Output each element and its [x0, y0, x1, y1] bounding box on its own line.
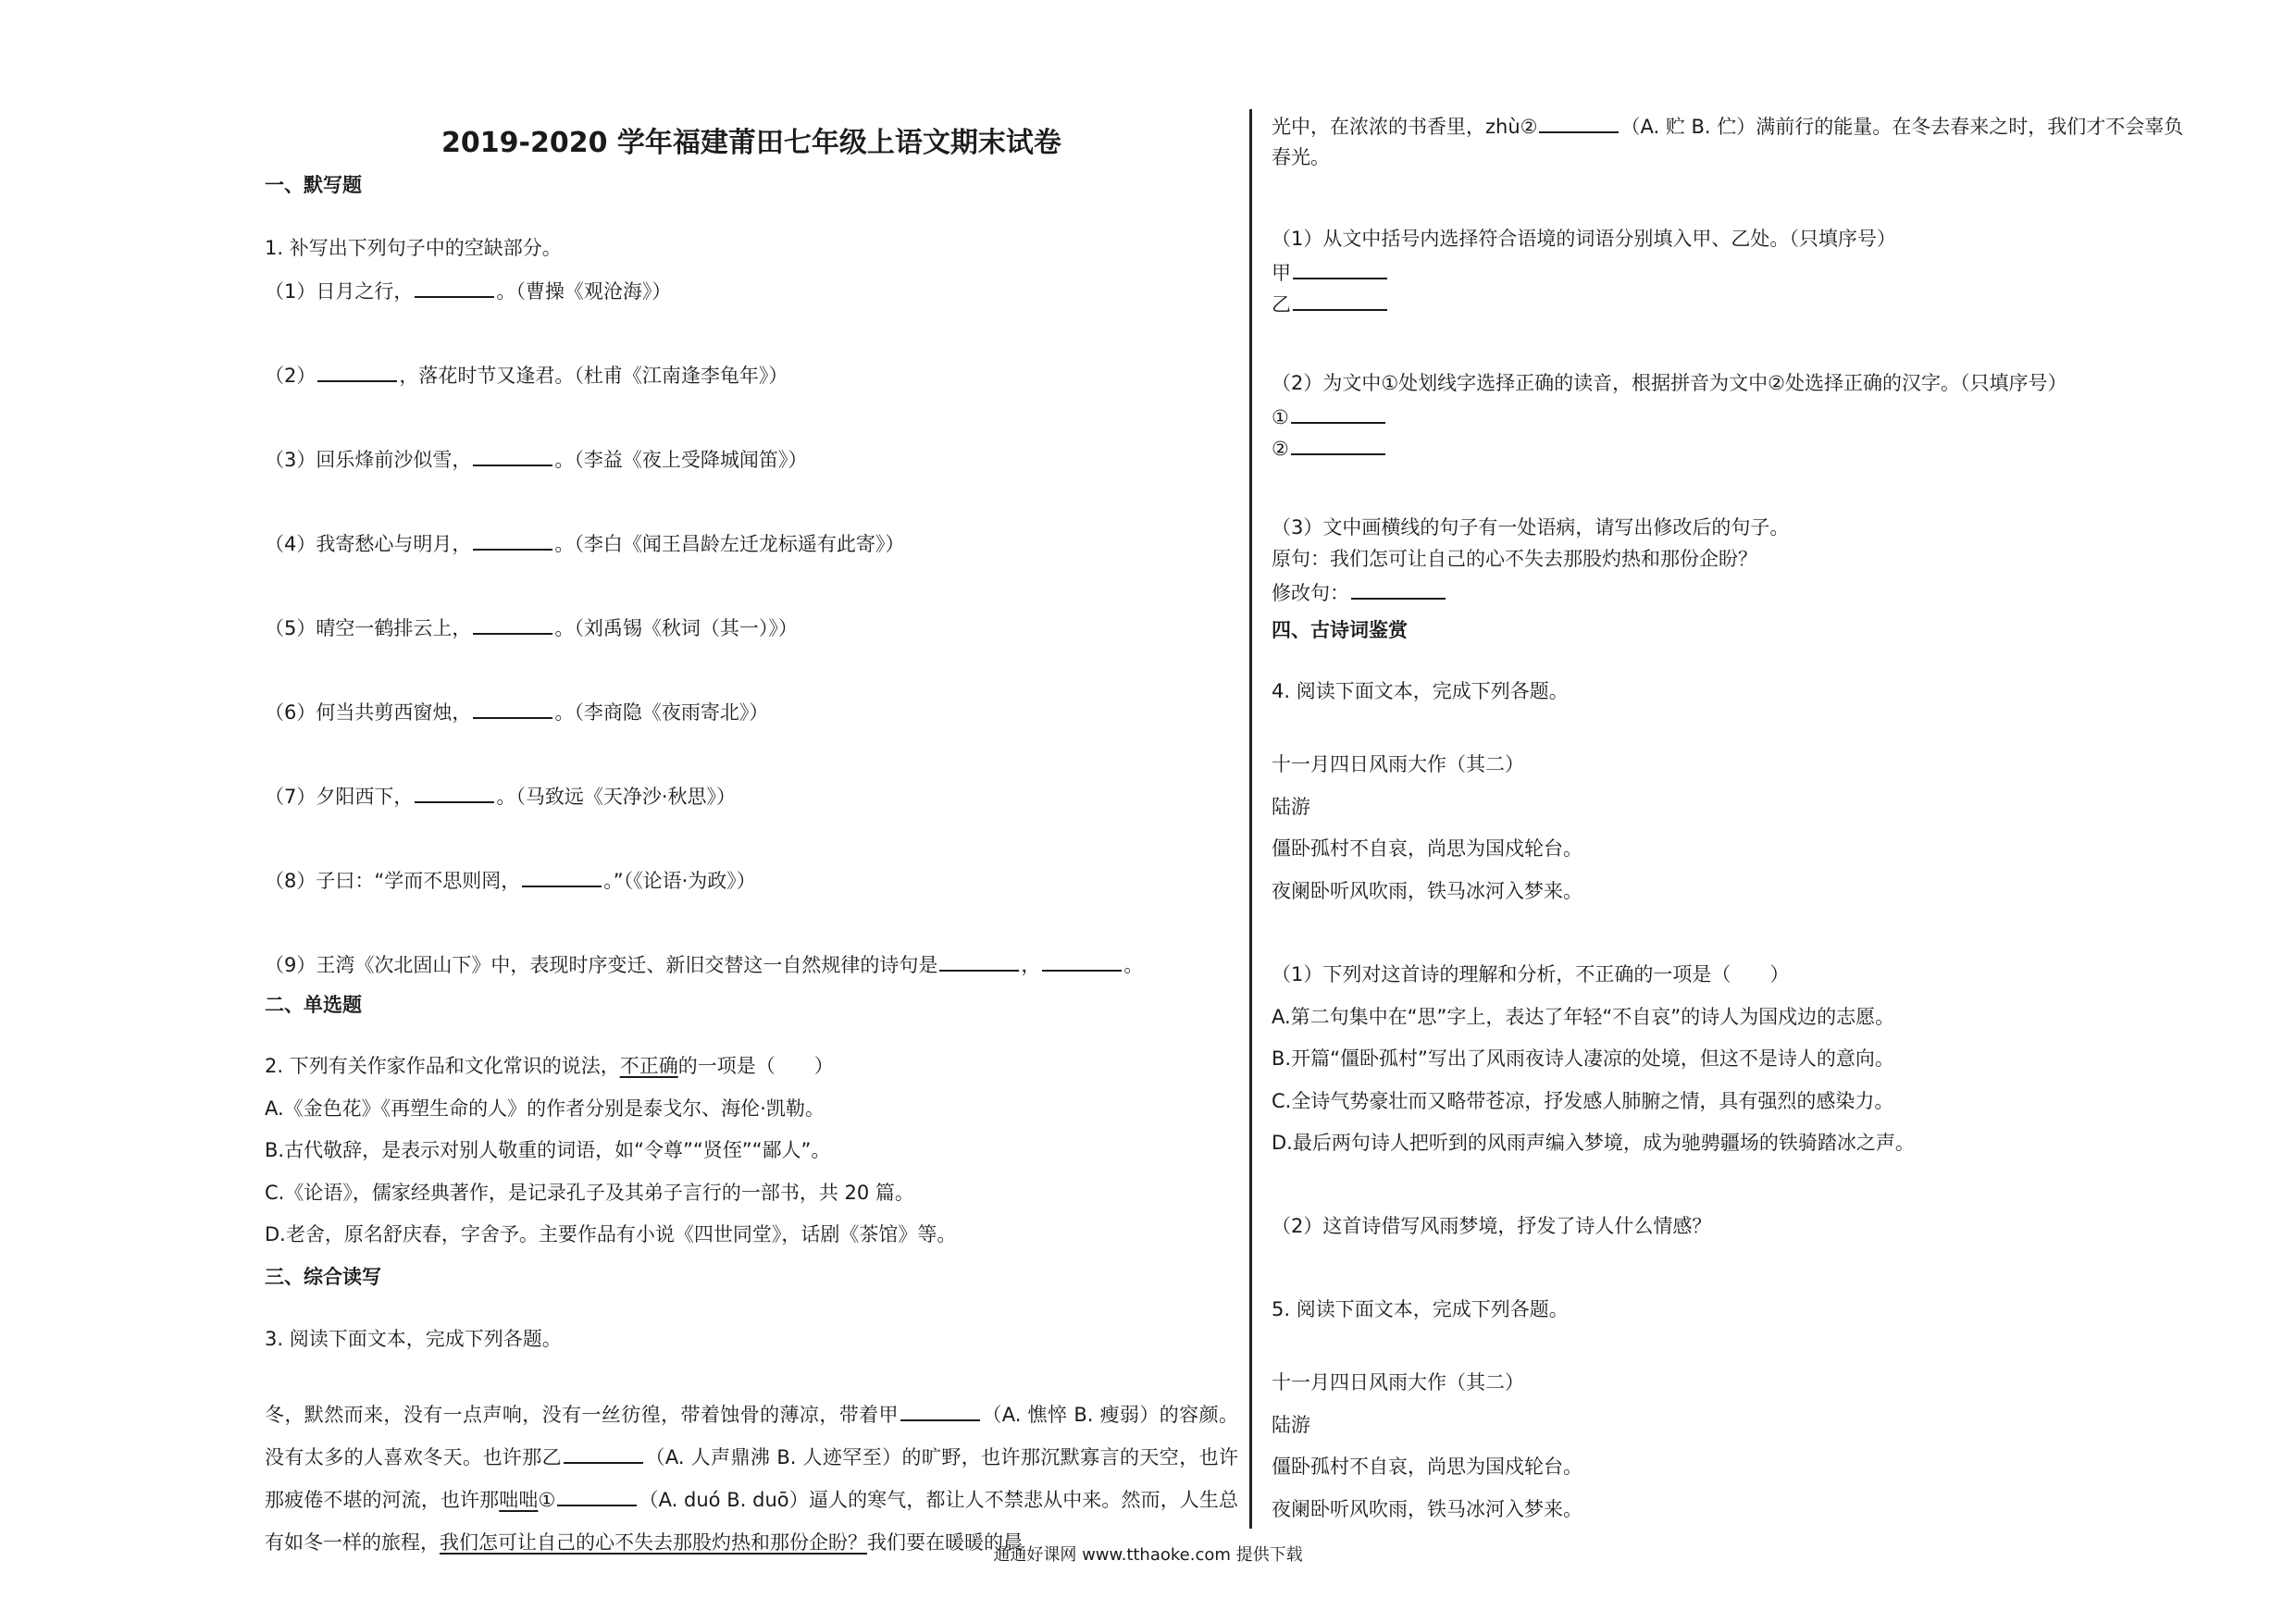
q5-poem-title: 十一月四日风雨大作（其二） — [1272, 1371, 1524, 1394]
q4-poem-author: 陆游 — [1272, 796, 1310, 818]
q3-sub3: （3）文中画横线的句子有一处语病，请写出修改后的句子。 — [1272, 516, 1790, 539]
q3-sub2-answer-1: ① — [1272, 405, 1387, 427]
q4-poem-line-2: 夜阑卧听风吹雨，铁马冰河入梦来。 — [1272, 880, 1582, 902]
q3-original-sentence: 原句：我们怎可让自己的心不失去那股灼热和那份企盼？ — [1272, 548, 1757, 570]
q1-item-8: （8）子曰：“学而不思则罔， 。”（《论语·为政》） — [265, 870, 756, 892]
q1-item-3: （3）回乐烽前沙似雪， 。（李益《夜上受降城闻笛》） — [265, 449, 808, 471]
answer-blank[interactable] — [473, 532, 552, 551]
answer-blank[interactable] — [900, 1403, 980, 1421]
section-heading-single-choice: 二、单选题 — [265, 994, 362, 1016]
answer-blank[interactable] — [473, 616, 552, 635]
q4-option-a[interactable]: A.第二句集中在“思”字上，表达了年轻“不自哀”的诗人为国戍边的志愿。 — [1272, 1006, 1895, 1028]
q4-poem-title: 十一月四日风雨大作（其二） — [1272, 753, 1524, 775]
q4-option-c[interactable]: C.全诗气势豪壮而又略带苍凉，抒发感人肺腑之情，具有强烈的感染力。 — [1272, 1090, 1894, 1112]
q1-item-7: （7）夕阳西下， 。（马致远《天净沙·秋思》） — [265, 786, 737, 808]
q5-stem: 5. 阅读下面文本，完成下列各题。 — [1272, 1298, 1569, 1320]
q3-sub1-yi: 乙 — [1272, 292, 1389, 315]
answer-blank[interactable] — [1042, 953, 1122, 972]
section-heading-reading-writing: 三、综合读写 — [265, 1266, 381, 1288]
q1-item-1: （1）日月之行， 。（曹操《观沧海》） — [265, 280, 672, 303]
q1-item-5: （5）晴空一鹤排云上， 。（刘禹锡《秋词（其一）》） — [265, 617, 798, 639]
q3-stem: 3. 阅读下面文本，完成下列各题。 — [265, 1328, 562, 1350]
q1-item-9: （9）王湾《次北固山下》中，表现时序变迁、新旧交替这一自然规律的诗句是 ， 。 — [265, 954, 1144, 976]
answer-blank[interactable] — [1291, 437, 1385, 455]
q2-option-a[interactable]: A.《金色花》《再塑生命的人》的作者分别是泰戈尔、海伦·凯勒。 — [265, 1097, 825, 1120]
answer-blank[interactable] — [317, 364, 397, 382]
q4-stem: 4. 阅读下面文本，完成下列各题。 — [1272, 680, 1569, 702]
column-divider — [1249, 109, 1252, 1529]
q3-sub2: （2）为文中①处划线字选择正确的读音，根据拼音为文中②处选择正确的汉字。（只填序号） — [1272, 372, 2067, 394]
q5-poem-line-1: 僵卧孤村不自哀，尚思为国戍轮台。 — [1272, 1456, 1582, 1478]
answer-blank[interactable] — [1291, 405, 1385, 424]
q3-sub1: （1）从文中括号内选择符合语境的词语分别填入甲、乙处。（只填序号） — [1272, 228, 1896, 250]
q1-item-2: （2） ，落花时节又逢君。（杜甫《江南逢李龟年》） — [265, 365, 788, 387]
q5-poem-author: 陆游 — [1272, 1414, 1310, 1436]
q2-option-c[interactable]: C.《论语》，儒家经典著作，是记录孔子及其弟子言行的一部书，共 20 篇。 — [265, 1182, 914, 1204]
q3-passage-end: 春光。 — [1272, 146, 1330, 168]
q3-passage: 冬，默然而来，没有一点声响，没有一丝彷徨，带着蚀骨的薄凉，带着甲 （A. 憔悴 B. 瘦弱）的容颜。没有太多的人喜欢冬天。也许那乙 （A. 人声鼎沸 B. 人迹罕至）的旷野，也许那沉默寡言的天空，也许那疲倦不堪的河流，也许那咄咄① （A. duó B. duō）逼人的寒气，都让人不禁悲从中来。然而，人生总有如冬一样的旅程，我们怎可让自己的心不失去那股灼热和那份企盼？我们要在暖暖的晨 — [265, 1404, 1239, 1554]
answer-blank[interactable] — [1351, 581, 1446, 600]
q3-sub2-answer-2: ② — [1272, 437, 1387, 459]
answer-blank[interactable] — [473, 700, 552, 719]
q3-revised-sentence: 修改句： — [1272, 581, 1447, 603]
answer-blank[interactable] — [522, 869, 602, 887]
answer-blank[interactable] — [1539, 115, 1619, 133]
answer-blank[interactable] — [557, 1488, 637, 1506]
q2-option-d[interactable]: D.老舍，原名舒庆春，字舍予。主要作品有小说《四世同堂》，话剧《茶馆》等。 — [265, 1223, 957, 1245]
answer-blank[interactable] — [415, 279, 494, 298]
page-footer: 通通好课网 www.tthaoke.com 提供下载 — [993, 1545, 1303, 1565]
q4-option-d[interactable]: D.最后两句诗人把听到的风雨声编入梦境，成为驰骋疆场的铁骑踏冰之声。 — [1272, 1132, 1915, 1154]
q4-poem-line-1: 僵卧孤村不自哀，尚思为国戍轮台。 — [1272, 837, 1582, 860]
q5-poem-line-2: 夜阑卧听风吹雨，铁马冰河入梦来。 — [1272, 1498, 1582, 1520]
q3-passage-continued: 光中，在浓浓的书香里，zhù② （A. 贮 B. 伫）满前行的能量。在冬去春来之时，我们才不会辜负 — [1272, 116, 2184, 138]
answer-blank[interactable] — [1293, 292, 1387, 311]
q4-option-b[interactable]: B.开篇“僵卧孤村”写出了风雨夜诗人凄凉的处境，但这不是诗人的意向。 — [1272, 1047, 1894, 1070]
answer-blank[interactable] — [939, 953, 1019, 972]
section-heading-dictation: 一、默写题 — [265, 174, 362, 196]
page-title: 2019-2020 学年福建莆田七年级上语文期末试卷 — [441, 127, 1061, 159]
q4-sub2: （2）这首诗借写风雨梦境，抒发了诗人什么情感？ — [1272, 1215, 1712, 1237]
section-heading-poetry: 四、古诗词鉴赏 — [1272, 619, 1408, 641]
answer-blank[interactable] — [564, 1445, 643, 1464]
q1-stem: 1. 补写出下列句子中的空缺部分。 — [265, 237, 562, 259]
q2-stem: 2. 下列有关作家作品和文化常识的说法，不正确的一项是（ ） — [265, 1055, 834, 1077]
answer-blank[interactable] — [1293, 261, 1387, 279]
q4-sub1: （1）下列对这首诗的理解和分析，不正确的一项是（ ） — [1272, 963, 1790, 985]
q3-sub1-jia: 甲 — [1272, 261, 1389, 283]
answer-blank[interactable] — [415, 785, 494, 803]
q1-item-6: （6）何当共剪西窗烛， 。（李商隐《夜雨寄北》） — [265, 701, 769, 724]
answer-blank[interactable] — [473, 448, 552, 466]
q1-item-4: （4）我寄愁心与明月， 。（李白《闻王昌龄左迁龙标遥有此寄》） — [265, 533, 905, 555]
q2-option-b[interactable]: B.古代敬辞，是表示对别人敬重的词语，如“令尊”“贤侄”“鄙人”。 — [265, 1139, 831, 1161]
